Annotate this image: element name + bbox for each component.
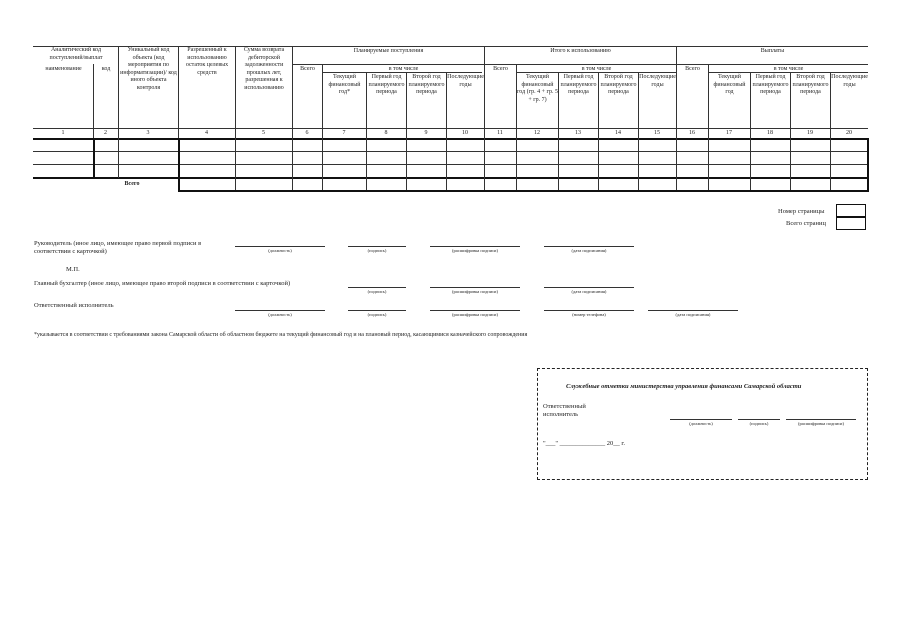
head-label: Руководитель (иное лицо, имеющее право первой подписи в соответствии с карточкой): [34, 240, 202, 255]
chief-decode-caption: (расшифровка подписи): [452, 289, 498, 294]
header-next-years-3: Последующие годы: [831, 74, 868, 88]
executor-label: Ответственный исполнитель: [34, 302, 114, 309]
executor-phone-caption: (номер телефона): [572, 312, 606, 317]
service-decode-line[interactable]: [786, 419, 856, 420]
data-col-line: [118, 138, 119, 178]
chief-accountant-label: Главный бухгалтер (иное лицо, имеющее право второй подписи в соответствии с карточкой): [34, 280, 291, 287]
data-row-line-2: [33, 164, 868, 165]
header-first-year-3: Первый год планируемого периода: [752, 74, 789, 95]
head-position-caption: (должность): [268, 248, 292, 253]
table-numbers-bottom: [33, 138, 869, 140]
header-total-1: Всего: [300, 66, 315, 72]
header-sum-return: Сумма возврата дебиторской задолженности прошлых лет, разрешенная к использованию: [243, 47, 285, 91]
footnote: *указывается в соответствии с требованиями закона Самарской области об областном бюджете на текущий финансовый год и на плановый период, касающимися казначейского сопровождения: [34, 332, 528, 338]
header-first-year-1: Первый год планируемого периода: [368, 74, 405, 95]
header-first-year-2: Первый год планируемого периода: [560, 74, 597, 95]
header-second-year-1: Второй год планируемого периода: [408, 74, 445, 95]
header-second-year-3: Второй год планируемого периода: [792, 74, 829, 95]
service-box-title: Служебные отметки министерства управления финансами Самарской области: [566, 383, 802, 390]
col-number: 11: [497, 130, 503, 136]
chief-decode-line[interactable]: [430, 287, 520, 288]
data-col-line: [598, 138, 599, 190]
header-incl-3: в том числе: [773, 66, 804, 72]
header-current-year-1: Текущий финансовый год*: [328, 74, 361, 95]
col-number: 20: [846, 130, 852, 136]
chief-date-caption: (дата подписания): [571, 289, 607, 294]
data-row-line-3: [33, 177, 869, 179]
executor-decode-caption: (расшифровка подписи): [452, 312, 498, 317]
service-date-line[interactable]: "___" ______________ 20__ г.: [543, 440, 625, 447]
col-number: 19: [807, 130, 813, 136]
col-number: 5: [262, 130, 265, 136]
col-number: 3: [146, 130, 150, 136]
col-number: 7: [342, 130, 346, 136]
col-number: 6: [305, 130, 309, 136]
table-header-bottom: [33, 128, 868, 129]
page-number-label: Номер страницы: [778, 208, 825, 215]
header-current-year-2: Текущий финансовый год (гр. 4 + гр. 5 + гр. 7): [517, 74, 558, 103]
executor-position-line[interactable]: [235, 310, 325, 311]
executor-decode-line[interactable]: [430, 310, 520, 311]
data-col-line: [366, 138, 367, 190]
data-col-line: [750, 138, 751, 190]
col-line: [484, 46, 485, 138]
service-signature-line[interactable]: [738, 419, 780, 420]
service-position-caption: (должность): [689, 421, 713, 426]
header-unique-code: Уникальный код объекта (код мероприятия по информатизации)/ код иного объекта контроля: [120, 47, 177, 91]
data-col-line: [292, 138, 293, 190]
service-executor-label: Ответственный исполнитель: [543, 403, 586, 418]
header-second-year-2: Второй год планируемого периода: [600, 74, 637, 95]
executor-date-caption: (дата подписания): [675, 312, 711, 317]
header-total-use: Итого к использованию: [550, 48, 611, 54]
data-col-line: [830, 138, 831, 190]
table-subheader-line: [292, 64, 868, 65]
executor-date-line[interactable]: [648, 310, 738, 311]
data-col-line: [322, 138, 323, 190]
head-date-caption: (дата подписания): [571, 248, 607, 253]
col-number: 12: [534, 130, 540, 136]
header-total-3: Всего: [685, 66, 700, 72]
data-col-line: [484, 138, 485, 190]
service-position-line[interactable]: [670, 419, 732, 420]
data-col-line: [446, 138, 447, 190]
executor-position-caption: (должность): [268, 312, 292, 317]
head-decode-line[interactable]: [430, 246, 520, 247]
chief-signature-caption: (подпись): [367, 289, 387, 294]
data-col-line: [708, 138, 709, 190]
header-planned-income: Планируемые поступления: [353, 48, 424, 54]
col-number: 1: [61, 130, 65, 136]
head-signature-caption: (подпись): [367, 248, 387, 253]
service-signature-caption: (подпись): [749, 421, 769, 426]
data-col-line: [93, 138, 95, 178]
head-signature-line[interactable]: [348, 246, 406, 247]
total-pages-box[interactable]: [836, 216, 866, 230]
col-line: [292, 46, 293, 138]
data-col-line: [558, 138, 559, 190]
data-col-line: [790, 138, 791, 190]
col-line: [93, 64, 94, 138]
service-decode-caption: (расшифровка подписи): [798, 421, 844, 426]
header-current-year-3: Текущий финансовый год: [713, 74, 746, 95]
head-position-line[interactable]: [235, 246, 325, 247]
col-number: 2: [104, 130, 107, 136]
data-col-line: [867, 138, 869, 191]
header-name: наименование: [45, 66, 82, 72]
executor-phone-line[interactable]: [544, 310, 634, 311]
data-col-line: [406, 138, 407, 190]
data-col-line: [676, 138, 677, 190]
total-pages-label: Всего страниц: [786, 220, 826, 227]
total-row-label: Всего: [124, 181, 140, 187]
executor-signature-caption: (подпись): [367, 312, 387, 317]
header-payments: Выплаты: [760, 48, 785, 54]
col-number: 16: [689, 130, 695, 136]
header-next-years-2: Последующие годы: [639, 74, 676, 88]
header-incl-1: в том числе: [388, 66, 419, 72]
header-incl-2: в том числе: [581, 66, 612, 72]
col-number: 14: [615, 130, 621, 136]
col-number: 15: [654, 130, 660, 136]
header-analytic-code: Аналитический код поступлений/выплат: [49, 47, 103, 61]
data-col-line: [178, 138, 180, 191]
col-number: 9: [424, 130, 428, 136]
data-col-line: [638, 138, 639, 190]
chief-signature-line[interactable]: [348, 287, 406, 288]
header-next-years-1: Последующие годы: [447, 74, 484, 88]
header-total-2: Всего: [493, 66, 508, 72]
col-number: 4: [205, 130, 208, 136]
col-number: 18: [767, 130, 773, 136]
head-date-line[interactable]: [544, 246, 634, 247]
col-number: 10: [462, 130, 468, 136]
col-number: 13: [575, 130, 581, 136]
head-decode-caption: (расшифровка подписи): [452, 248, 498, 253]
data-col-line: [235, 138, 236, 190]
mp-label: М.П.: [66, 266, 80, 273]
total-row-bottom: [178, 190, 869, 192]
col-line: [676, 46, 677, 138]
data-col-line: [516, 138, 517, 190]
executor-signature-line[interactable]: [348, 310, 406, 311]
data-row-line-1: [33, 151, 868, 152]
col-number: 17: [726, 130, 732, 136]
chief-date-line[interactable]: [544, 287, 634, 288]
header-code: код: [101, 66, 111, 72]
col-number: 8: [384, 130, 388, 136]
header-allowed: Разрешенный к использованию остаток целевых средств: [185, 47, 229, 76]
